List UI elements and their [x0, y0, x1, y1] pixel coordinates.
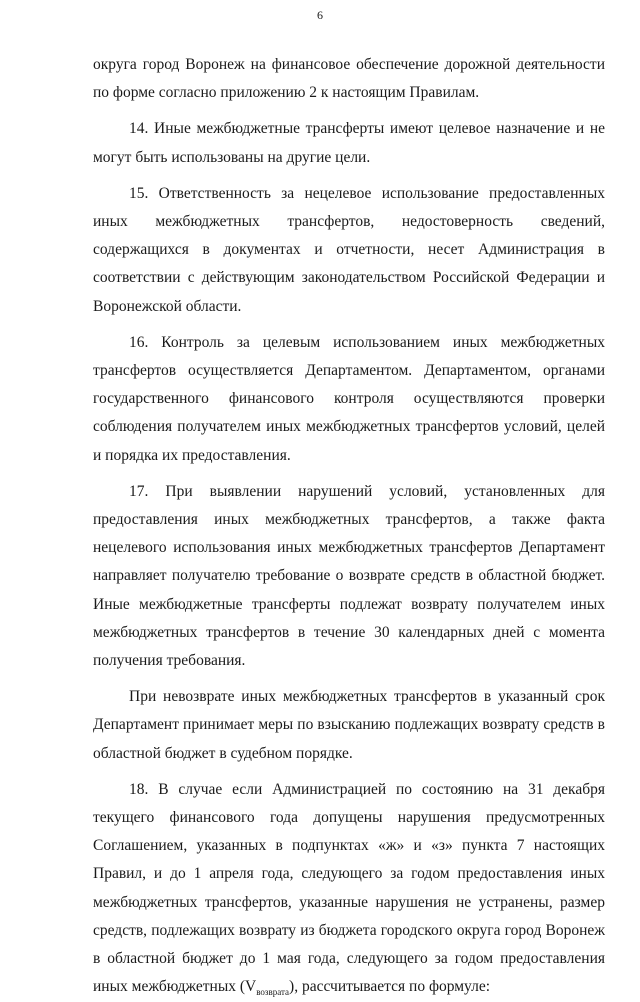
- paragraph-15: 15. Ответственность за нецелевое использование предоставленных иных межбюджетных трансфертов, недостоверность сведений, содержащихся в документах и отчетности, несет Администрация в соответствии с действующим законодательством Российской Федерации и Воронежской области.: [93, 184, 605, 315]
- paragraph-18: [93, 776, 605, 1002]
- paragraph-14: 14. Иные межбюджетные трансферты имеют целевое назначение и не могут быть использованы на другие цели.: [93, 120, 605, 166]
- document-body: [93, 51, 605, 1002]
- paragraph-17-second: При невозврате иных межбюджетных трансфертов в указанный срок Департамент принимает меры по взысканию подлежащих возврату средств в областной бюджет в судебном порядке.: [93, 688, 605, 762]
- paragraph-18-text-after: ), рассчитывается по формуле:: [289, 978, 491, 996]
- page-number: 6: [317, 8, 323, 22]
- paragraph-17: 17. При выявлении нарушений условий, установленных для предоставления иных межбюджетных трансфертов, а также факта нецелевого использования иных межбюджетных трансфертов Департамент направляет получателю требование о возврате средств в областной бюджет. Иные межбюджетные трансферты подлежат возврату получателем иных межбюджетных трансфертов в течение 30 календарных дней с момента получения требования.: [93, 482, 605, 670]
- subscript-vozvrata: возврата: [256, 987, 290, 998]
- paragraph-16: 16. Контроль за целевым использованием иных межбюджетных трансфертов осуществляется Департаментом. Департаментом, органами государственного финансового контроля осуществляются проверки соблюдения получателем иных межбюджетных трансфертов условий, целей и порядка их предоставления.: [93, 333, 605, 464]
- paragraph-18-text-before: 18. В случае если Администрацией по состоянию на 31 декабря текущего финансового года допущены нарушения предусмотренных Соглашением, указанных в подпунктах «ж» и «з» пункта 7 настоящих Правил, и до 1 апреля года, следующего за годом предоставления иных межбюджетных трансфертов, указанные нарушения не устранены, размер средств, подлежащих возврату из бюджета городского округа город Воронеж в областной бюджет до 1 мая года, следующего за годом предоставления иных межбюджетных (V: [93, 780, 605, 996]
- paragraph-13-continuation: округа город Воронеж на финансовое обеспечение дорожной деятельности по форме согласно приложению 2 к настоящим Правилам.: [93, 56, 605, 102]
